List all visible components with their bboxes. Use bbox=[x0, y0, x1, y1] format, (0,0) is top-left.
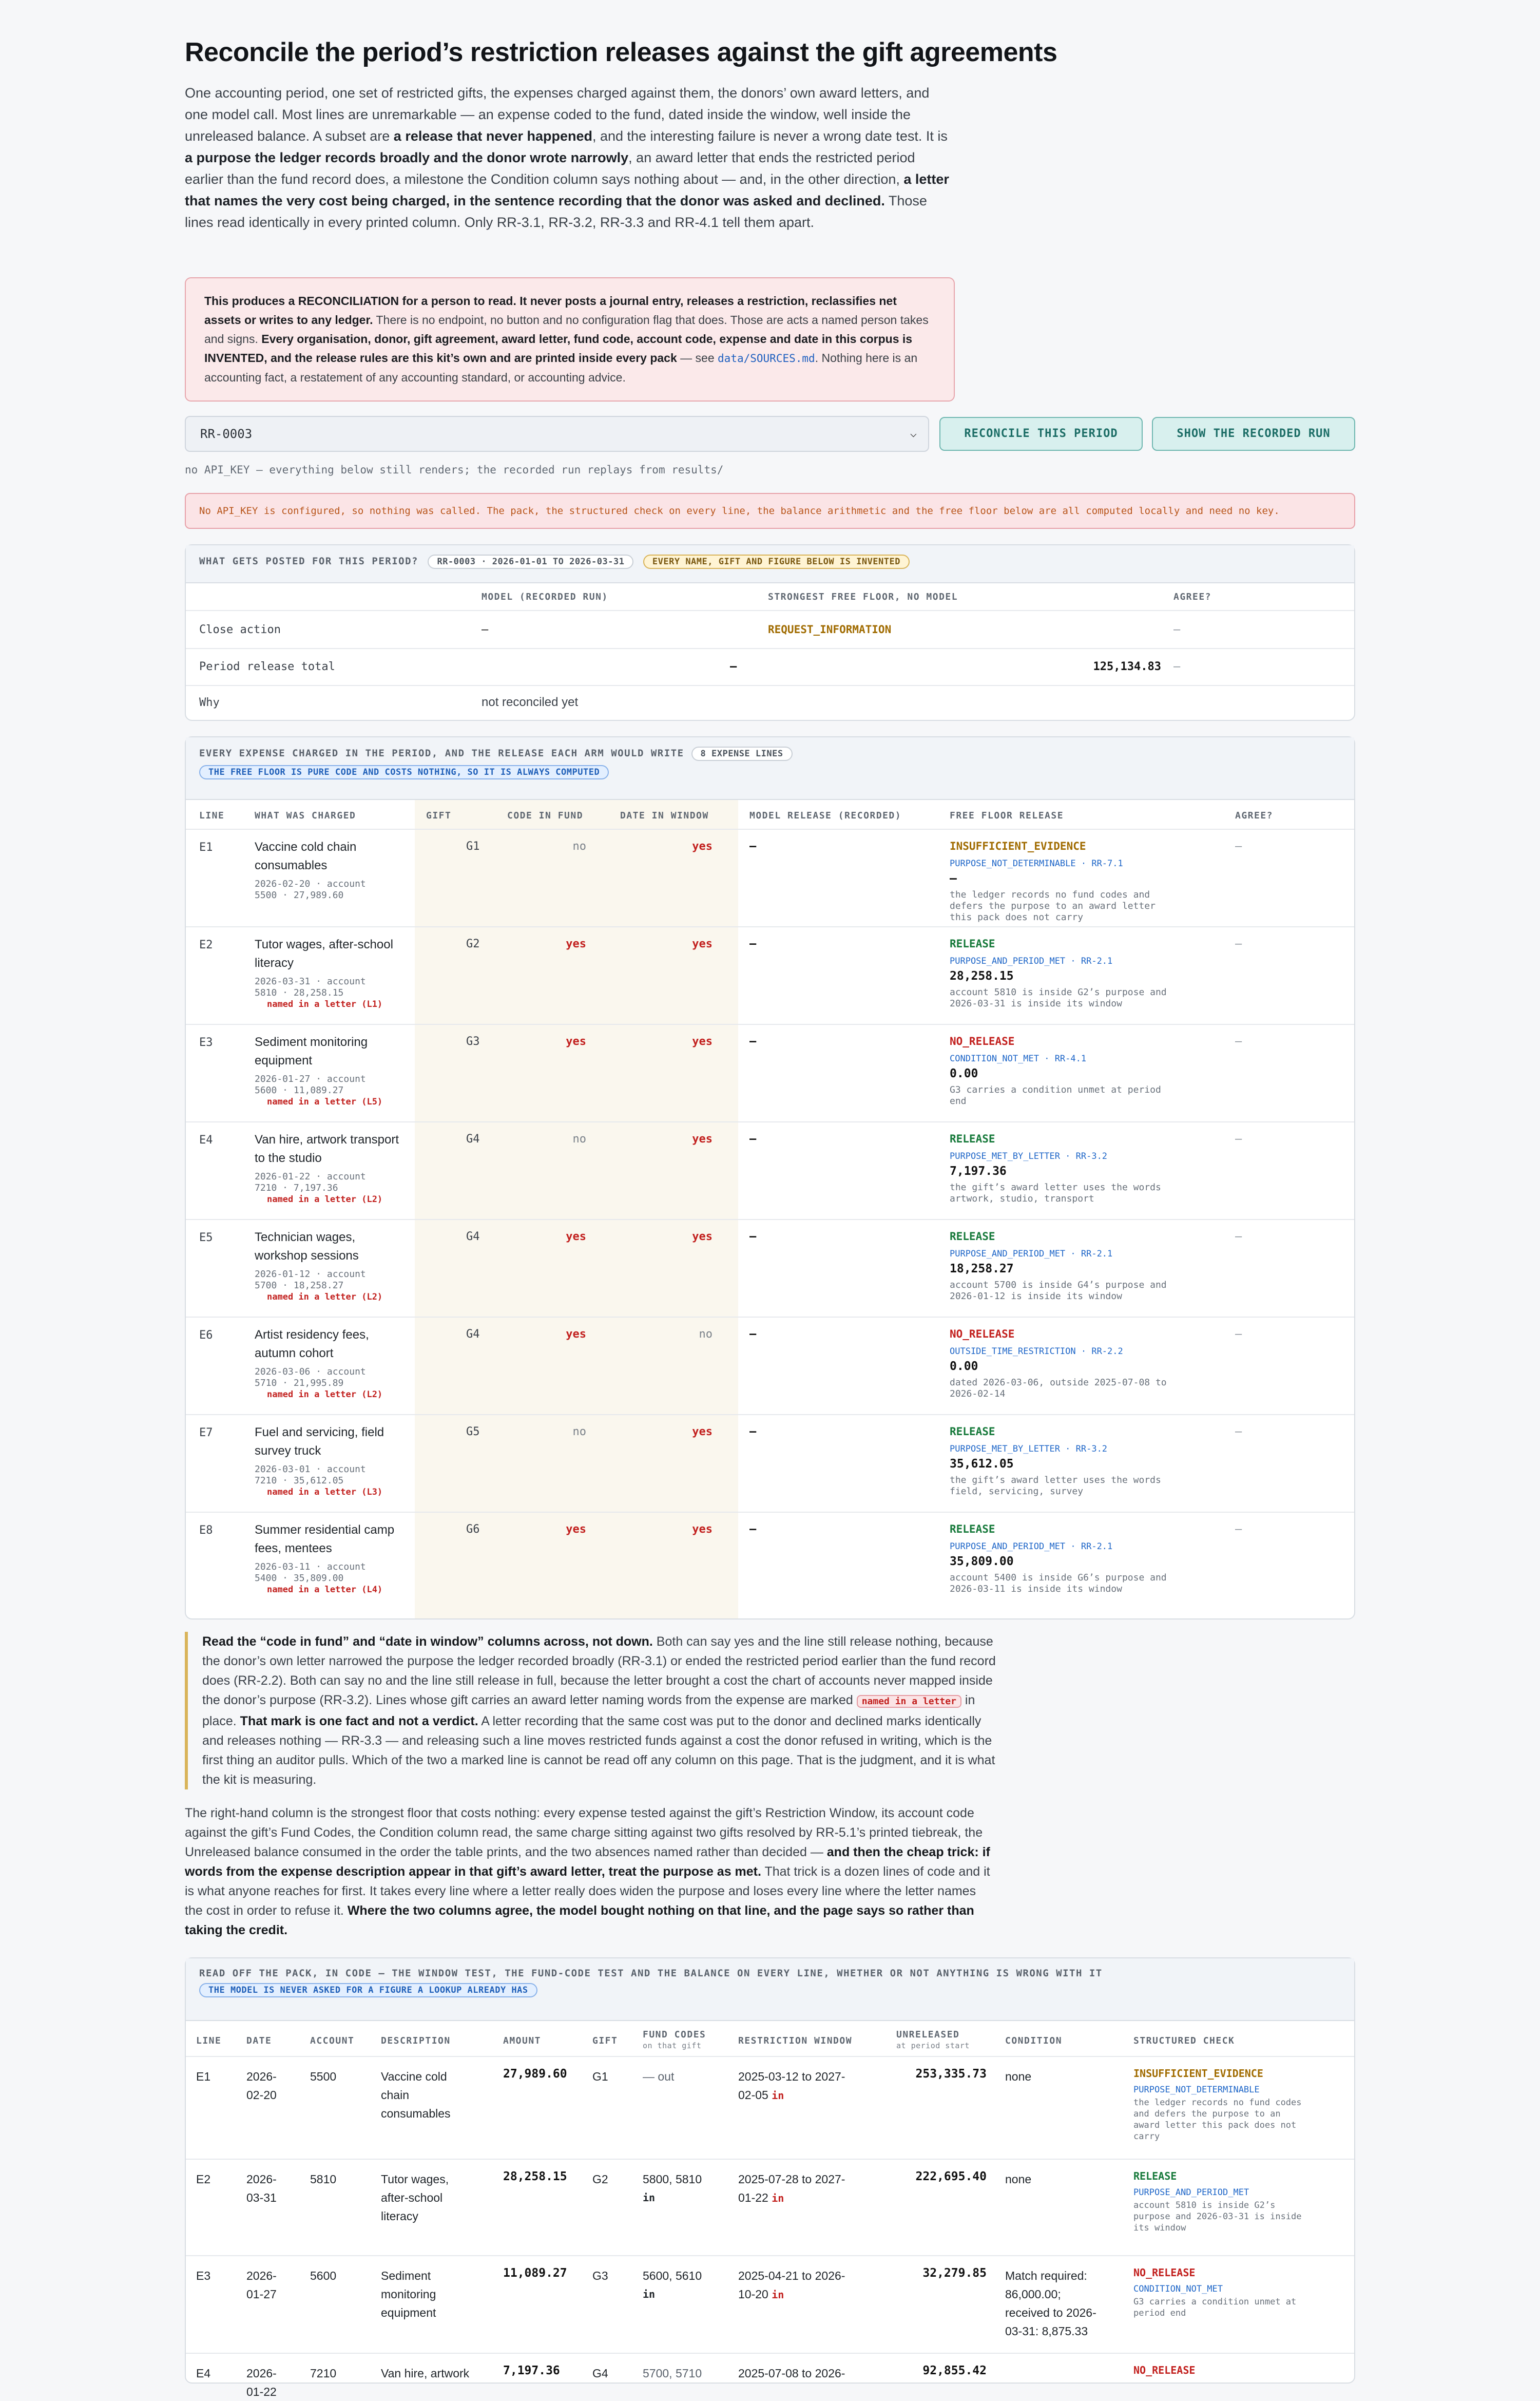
expense-description: Artist residency fees, autumn cohort bbox=[255, 1328, 369, 1360]
gift-id: G5 bbox=[466, 1425, 480, 1438]
floor-verdict: RELEASE bbox=[950, 1523, 995, 1535]
expense-meta: 7210 · 35,612.05 bbox=[255, 1475, 344, 1486]
gift-id: G3 bbox=[466, 1035, 480, 1048]
pack-account: 5500 bbox=[310, 2070, 337, 2083]
code-in-fund: no bbox=[572, 1425, 586, 1438]
expense-meta: 7210 · 7,197.36 bbox=[255, 1183, 338, 1193]
model-release: — bbox=[749, 1523, 757, 1536]
pack-gift: G4 bbox=[592, 2367, 608, 2380]
text-run: A letter recording that the same cost was put to the donor and declined marks identically and releases nothing — RR-3.3 — and releasing such a line moves restricted funds against a cost the donor refused in writing, which is the first thing an auditor pulls. Which of the two a marked line is cannot be read off any column on this page. That is the judgment, and it is what the kit is measuring. bbox=[202, 1714, 995, 1787]
gift-id: G4 bbox=[466, 1328, 480, 1341]
pack-window: 2025-07-28 to 2027- bbox=[738, 2173, 845, 2186]
floor-reason: G3 carries a condition unmet at period bbox=[950, 1084, 1161, 1095]
pack-description: Tutor wages, bbox=[381, 2173, 449, 2186]
expense-row[interactable] bbox=[186, 1513, 1354, 1610]
pack-description: monitoring bbox=[381, 2288, 436, 2301]
floor-reason: this pack does not carry bbox=[950, 912, 1084, 923]
expenses-heading: EVERY EXPENSE CHARGED IN THE PERIOD, AND THE RELEASE EACH ARM WOULD WRITE bbox=[199, 748, 684, 759]
summary-col-floor: STRONGEST FREE FLOOR, NO MODEL bbox=[768, 592, 958, 602]
exp-col-code: CODE IN FUND bbox=[507, 810, 584, 821]
floor-reason: end bbox=[950, 1096, 967, 1107]
pack-amount: 11,089.27 bbox=[503, 2266, 567, 2280]
date-in-window: yes bbox=[692, 1035, 713, 1048]
expense-meta: 5700 · 18,258.27 bbox=[255, 1280, 344, 1291]
named-in-letter-tag: named in a letter (L2) bbox=[267, 1194, 383, 1205]
exp-col-line: LINE bbox=[199, 810, 225, 821]
gift-id: G2 bbox=[466, 938, 480, 950]
floor-amount: 28,258.15 bbox=[950, 969, 1014, 983]
rule-code: PURPOSE_AND_PERIOD_MET · RR-2.1 bbox=[950, 1249, 1113, 1259]
api-key-note: no API_KEY — everything below still renders; the recorded run replays from results/ bbox=[185, 464, 724, 476]
text-run: One accounting period, one set of restricted gifts, the expenses charged against them, the donors’ own award letters, and one model call. Most lines are unremarkable — an expense coded to the fund, dated inside the window, well inside the unreleased balance. A subset are bbox=[185, 85, 930, 144]
model-release: — bbox=[749, 1230, 757, 1243]
text-run: The right-hand column is the strongest floor that costs nothing: every expense tested against the gift’s Restriction Window, its account code against the gift’s Fund Codes, the Condition column read, the same charge sitting against two gifts resolved by RR-5.1’s printed tiebreak, the Unreleased balance consumed in the order the table prints, and the two absences named rather than decided — bbox=[185, 1806, 983, 1859]
floor-reason: dated 2026-03-06, outside 2025-07-08 to bbox=[950, 1377, 1167, 1388]
date-in-window: yes bbox=[692, 1230, 713, 1243]
pack-col-amount: AMOUNT bbox=[503, 2035, 542, 2046]
bold-run: and then the cheap trick: if words from the expense description appear in that gift’s award letter, treat the purpose as met. bbox=[185, 1845, 990, 1879]
floor-reason: 2026-03-31 is inside its window bbox=[950, 998, 1122, 1009]
show-recorded-run-button[interactable]: SHOW THE RECORDED RUN bbox=[1152, 417, 1355, 451]
pack-account: 7210 bbox=[310, 2367, 337, 2380]
pack-col-unreleased: UNRELEASED at period start bbox=[896, 2029, 970, 2050]
expense-row[interactable] bbox=[186, 1318, 1354, 1415]
floor-reason: defers the purpose to an award letter bbox=[950, 901, 1156, 911]
model-release: — bbox=[749, 938, 757, 950]
summary-release-total-floor: 125,134.83 bbox=[1093, 660, 1161, 673]
pack-condition: Match required: bbox=[1005, 2269, 1087, 2282]
pack-gift: G3 bbox=[592, 2269, 608, 2282]
named-in-letter-tag: named in a letter (L4) bbox=[267, 1585, 383, 1595]
summary-row-model: — bbox=[730, 660, 737, 673]
pack-description: Vaccine cold bbox=[381, 2070, 447, 2083]
free-floor-pill: THE FREE FLOOR IS PURE CODE AND COSTS NOTHING, SO IT IS ALWAYS COMPUTED bbox=[199, 765, 609, 779]
summary-header bbox=[186, 545, 1354, 583]
floor-reason: the gift’s award letter uses the words bbox=[950, 1475, 1161, 1485]
pack-fund-codes: — out bbox=[643, 2070, 675, 2083]
summary-row-agree: — bbox=[1173, 623, 1181, 636]
pack-date: 03-31 bbox=[246, 2191, 277, 2204]
code-in-fund: yes bbox=[566, 1328, 586, 1341]
controls-bar bbox=[185, 416, 1355, 452]
floor-reason: account 5700 is inside G4’s purpose and bbox=[950, 1280, 1167, 1290]
agree-value: — bbox=[1235, 938, 1242, 950]
pack-line-id: E1 bbox=[196, 2070, 211, 2083]
pack-unreleased: 222,695.40 bbox=[915, 2170, 987, 2183]
named-in-letter-tag: named in a letter (L2) bbox=[267, 1292, 383, 1302]
pack-panel bbox=[185, 1957, 1355, 2398]
pack-heading: READ OFF THE PACK, IN CODE — THE WINDOW TEST, THE FUND-CODE TEST AND THE BALANCE ON EVERY LINE, WHETHER OR NOT ANYTHING IS WRONG WITH IT bbox=[199, 1968, 1103, 1979]
date-in-window: yes bbox=[692, 1425, 713, 1438]
floor-verdict: RELEASE bbox=[950, 1230, 995, 1243]
bold-run: Read the “code in fund” and “date in window” columns across, not down. bbox=[202, 1634, 653, 1649]
intro-paragraph bbox=[185, 82, 955, 233]
bold-run: Where the two columns agree, the model bought nothing on that line, and the page says so rather than taking the credit. bbox=[185, 1903, 974, 1937]
structured-verdict: INSUFFICIENT_EVIDENCE bbox=[1133, 2067, 1263, 2080]
named-in-letter-chip: named in a letter bbox=[857, 1695, 961, 1708]
structured-reason: purpose and 2026-03-31 is inside bbox=[1133, 2212, 1302, 2222]
pack-description: literacy bbox=[381, 2209, 418, 2223]
expense-row[interactable] bbox=[186, 1220, 1354, 1318]
pack-gift: G2 bbox=[592, 2173, 608, 2186]
exp-col-date: DATE IN WINDOW bbox=[620, 810, 709, 821]
structured-verdict: RELEASE bbox=[1133, 2170, 1177, 2182]
model-release: — bbox=[749, 1133, 757, 1146]
expense-meta: 5810 · 28,258.15 bbox=[255, 987, 344, 998]
named-in-letter-tag: named in a letter (L5) bbox=[267, 1097, 383, 1107]
rule-code: OUTSIDE_TIME_RESTRICTION · RR-2.2 bbox=[950, 1346, 1123, 1357]
structured-reason: G3 carries a condition unmet at bbox=[1133, 2297, 1297, 2307]
pack-window: 2025-03-12 to 2027- bbox=[738, 2070, 845, 2083]
pack-col-line: LINE bbox=[196, 2035, 222, 2046]
pack-select[interactable] bbox=[185, 416, 929, 452]
line-id: E6 bbox=[199, 1329, 213, 1342]
floor-verdict: NO_RELEASE bbox=[950, 1035, 1015, 1047]
expense-meta: 2026-03-01 · account bbox=[255, 1464, 366, 1475]
text-run: , an award letter that ends the restricted period earlier than the fund record does, a milestone the Condition column says nothing about — and, in the other direction, bbox=[185, 150, 915, 187]
named-in-letter-tag: named in a letter (L1) bbox=[267, 999, 383, 1009]
expense-meta: 2026-03-11 · account bbox=[255, 1561, 366, 1572]
summary-row-agree: — bbox=[1173, 660, 1181, 673]
pack-fund-codes: 5700, 5710 bbox=[643, 2367, 702, 2380]
pack-window bbox=[738, 2086, 784, 2105]
exp-col-floor: FREE FLOOR RELEASE bbox=[950, 810, 1064, 821]
code-in-fund: no bbox=[572, 840, 586, 853]
expense-meta: 5710 · 21,995.89 bbox=[255, 1378, 344, 1388]
chevron-down-icon: ⌵ bbox=[910, 427, 917, 440]
pack-unreleased: 32,279.85 bbox=[922, 2266, 987, 2280]
floor-amount: 18,258.27 bbox=[950, 1262, 1014, 1275]
text-run: Both can say yes and the line still release nothing, because the donor’s own letter narrowed the purpose the ledger recorded broadly (RR-3.1) or ended the restricted period earlier than the fund record does (RR-2.2). Both can say no and the line still release in full, because the letter brought a cost the chart of accounts never mapped inside the donor’s purpose (RR-3.2). Lines whose gift carries an award letter naming words from the expense are marked bbox=[202, 1634, 996, 1707]
summary-col-model: MODEL (RECORDED RUN) bbox=[482, 592, 608, 602]
floor-reason: field, servicing, survey bbox=[950, 1486, 1084, 1497]
line-id: E4 bbox=[199, 1134, 213, 1147]
floor-amount: 0.00 bbox=[950, 1360, 978, 1373]
expense-meta: 5500 · 27,989.60 bbox=[255, 890, 344, 901]
pack-col-description: DESCRIPTION bbox=[381, 2035, 451, 2046]
pack-description: equipment bbox=[381, 2306, 436, 2319]
expense-description: Fuel and servicing, field survey truck bbox=[255, 1425, 384, 1458]
pack-window bbox=[738, 2285, 784, 2304]
pack-line-id: E4 bbox=[196, 2367, 211, 2380]
commentary-free-floor bbox=[185, 1803, 996, 1940]
expense-row[interactable] bbox=[186, 1122, 1354, 1220]
structured-verdict: NO_RELEASE bbox=[1133, 2266, 1196, 2279]
gift-id: G1 bbox=[466, 840, 480, 853]
warning-text-1: There is no endpoint, no button and no configuration flag that does. Those are acts a named person takes and signs. bbox=[204, 313, 929, 346]
pack-fund-codes: 5600, 5610 bbox=[643, 2269, 702, 2282]
floor-verdict: RELEASE bbox=[950, 1425, 995, 1438]
pack-date: 02-20 bbox=[246, 2088, 277, 2102]
summary-col-agree: AGREE? bbox=[1173, 592, 1212, 602]
date-in-window: no bbox=[699, 1328, 713, 1341]
floor-verdict: RELEASE bbox=[950, 1133, 995, 1145]
exp-col-model: MODEL RELEASE (RECORDED) bbox=[749, 810, 902, 821]
floor-verdict: INSUFFICIENT_EVIDENCE bbox=[950, 840, 1086, 852]
gift-id: G4 bbox=[466, 1230, 480, 1243]
in-marker: in bbox=[643, 2192, 656, 2204]
expense-description: Technician wages, workshop sessions bbox=[255, 1230, 359, 1263]
summary-row-label: Close action bbox=[199, 623, 281, 636]
bold-run: a purpose the ledger records broadly and the donor wrote narrowly bbox=[185, 150, 629, 165]
pack-window: 2025-07-08 to 2026- bbox=[738, 2367, 845, 2380]
gift-id: G6 bbox=[466, 1523, 480, 1536]
summary-why-model: not reconciled yet bbox=[482, 695, 579, 709]
line-id: E7 bbox=[199, 1426, 213, 1439]
pack-account: 5600 bbox=[310, 2269, 337, 2282]
pack-description: Sediment bbox=[381, 2269, 431, 2282]
pack-description: chain bbox=[381, 2088, 409, 2102]
summary-row-label: Period release total bbox=[199, 660, 335, 673]
code-in-fund: no bbox=[572, 1133, 586, 1146]
pack-amount: 28,258.15 bbox=[503, 2170, 567, 2183]
bold-run: That mark is one fact and not a verdict. bbox=[240, 1714, 478, 1728]
expense-description: Vaccine cold chain consumables bbox=[255, 840, 357, 872]
floor-amount: — bbox=[950, 872, 957, 885]
bold-run: a letter that names the very cost being charged, in the sentence recording that the donor was asked and declined. bbox=[185, 172, 949, 208]
model-release: — bbox=[749, 1425, 757, 1438]
expense-meta: 2026-01-27 · account bbox=[255, 1074, 366, 1084]
expense-meta: 5600 · 11,089.27 bbox=[255, 1085, 344, 1096]
pack-select-value: RR-0003 bbox=[200, 427, 253, 441]
floor-reason: the gift’s award letter uses the words bbox=[950, 1182, 1161, 1193]
warning-bold-1: This produces a RECONCILIATION for a person to read. It never posts a journal entry, releases a restriction, reclassifies net assets or writes to any ledger. bbox=[204, 294, 897, 327]
structured-reason: award letter this pack does not bbox=[1133, 2120, 1297, 2130]
expense-description: Sediment monitoring equipment bbox=[255, 1035, 368, 1068]
window-end: 02-05 bbox=[738, 2088, 768, 2102]
structured-reason: period end bbox=[1133, 2308, 1186, 2318]
model-release: — bbox=[749, 1035, 757, 1048]
summary-row-model: — bbox=[482, 623, 489, 636]
bold-run: a release that never happened bbox=[393, 128, 592, 144]
expense-row[interactable] bbox=[186, 1025, 1354, 1122]
summary-row-label: Why bbox=[199, 696, 220, 709]
floor-verdict: NO_RELEASE bbox=[950, 1328, 1015, 1340]
error-banner: No API_KEY is configured, so nothing was called. The pack, the structured check on every line, the balance arithmetic and the free floor below are all computed locally and need no key. bbox=[185, 493, 1355, 529]
code-in-fund: yes bbox=[566, 1230, 586, 1243]
pack-col-check: STRUCTURED CHECK bbox=[1133, 2035, 1235, 2046]
rule-code: PURPOSE_MET_BY_LETTER · RR-3.2 bbox=[950, 1151, 1108, 1161]
page-title: Reconcile the period’s restriction releases against the gift agreements bbox=[185, 37, 1057, 67]
pack-date: 2026- bbox=[246, 2070, 277, 2083]
expense-count-pill: 8 EXPENSE LINES bbox=[691, 747, 793, 761]
floor-reason: the ledger records no fund codes and bbox=[950, 889, 1150, 900]
pack-window: 2025-04-21 to 2026- bbox=[738, 2269, 845, 2282]
pack-line-id: E2 bbox=[196, 2173, 211, 2186]
date-in-window: yes bbox=[692, 938, 713, 950]
in-marker: in bbox=[772, 2089, 784, 2102]
structured-rule: PURPOSE_NOT_DETERMINABLE bbox=[1133, 2085, 1260, 2095]
agree-value: — bbox=[1235, 1328, 1242, 1341]
pack-date: 2026- bbox=[246, 2173, 277, 2186]
window-end: 01-22 bbox=[738, 2191, 768, 2204]
floor-reason: 2026-03-11 is inside its window bbox=[950, 1584, 1122, 1594]
expense-row[interactable] bbox=[186, 830, 1354, 927]
warning-bold-2: Every organisation, donor, gift agreement, award letter, fund code, account code, expense and date in this corpus is INVENTED, and the release rules are this kit’s own and are printed inside every pack bbox=[204, 332, 913, 365]
structured-reason: carry bbox=[1133, 2131, 1160, 2142]
line-id: E2 bbox=[199, 939, 213, 951]
expense-meta: 2026-01-12 · account bbox=[255, 1269, 366, 1280]
expense-description: Van hire, artwork transport to the studio bbox=[255, 1133, 399, 1165]
code-in-fund: yes bbox=[566, 1035, 586, 1048]
pack-window bbox=[738, 2188, 784, 2207]
window-end: 10-20 bbox=[738, 2288, 768, 2301]
date-in-window: yes bbox=[692, 840, 713, 853]
line-id: E3 bbox=[199, 1036, 213, 1049]
pack-row[interactable] bbox=[186, 2354, 1354, 2398]
expense-description: Tutor wages, after-school literacy bbox=[255, 938, 393, 970]
commentary-columns bbox=[185, 1632, 1003, 1789]
pack-condition: 03-31: 8,875.33 bbox=[1005, 2324, 1088, 2338]
pack-col-account: ACCOUNT bbox=[310, 2035, 355, 2046]
pack-col-codes: FUND CODES on that gift bbox=[643, 2029, 706, 2050]
pack-header bbox=[186, 1958, 1354, 2021]
expense-meta: 2026-03-31 · account bbox=[255, 976, 366, 987]
structured-verdict: NO_RELEASE bbox=[1133, 2364, 1196, 2376]
structured-rule: PURPOSE_AND_PERIOD_MET bbox=[1133, 2187, 1249, 2198]
pack-description: consumables bbox=[381, 2107, 451, 2120]
pack-line-id: E3 bbox=[196, 2269, 211, 2282]
agree-value: — bbox=[1235, 1230, 1242, 1243]
sources-link[interactable]: data/SOURCES.md bbox=[718, 352, 815, 365]
floor-reason: 2026-01-12 is inside its window bbox=[950, 1291, 1122, 1302]
summary-heading: WHAT GETS POSTED FOR THIS PERIOD? bbox=[199, 556, 418, 567]
expenses-panel bbox=[185, 736, 1355, 1619]
rule-code: PURPOSE_AND_PERIOD_MET · RR-2.1 bbox=[950, 956, 1113, 966]
agree-value: — bbox=[1235, 1035, 1242, 1048]
floor-reason: account 5810 is inside G2’s purpose and bbox=[950, 987, 1167, 998]
named-in-letter-tag: named in a letter (L3) bbox=[267, 1487, 383, 1497]
expense-row[interactable] bbox=[186, 927, 1354, 1025]
pack-row[interactable] bbox=[186, 2160, 1354, 2256]
invented-pill: EVERY NAME, GIFT AND FIGURE BELOW IS INVENTED bbox=[643, 555, 910, 569]
pack-amount: 27,989.60 bbox=[503, 2067, 567, 2081]
expense-row[interactable] bbox=[186, 1415, 1354, 1513]
expense-meta: 2026-03-06 · account bbox=[255, 1366, 366, 1377]
rule-code: PURPOSE_NOT_DETERMINABLE · RR-7.1 bbox=[950, 859, 1123, 869]
text-run: , and the interesting failure is never a wrong date test. It is bbox=[592, 128, 948, 144]
pack-row[interactable] bbox=[186, 2057, 1354, 2160]
summary-close-action-floor: REQUEST_INFORMATION bbox=[768, 623, 892, 636]
floor-amount: 0.00 bbox=[950, 1067, 978, 1080]
pack-unreleased: 253,335.73 bbox=[915, 2067, 987, 2081]
named-in-letter-tag: named in a letter (L2) bbox=[267, 1389, 383, 1400]
pack-col-window: RESTRICTION WINDOW bbox=[738, 2035, 853, 2046]
pack-date: 01-22 bbox=[246, 2385, 277, 2398]
gift-id: G4 bbox=[466, 1133, 480, 1146]
structured-reason: the ledger records no fund codes bbox=[1133, 2098, 1302, 2108]
model-release: — bbox=[749, 1328, 757, 1341]
floor-reason: 2026-02-14 bbox=[950, 1388, 1006, 1399]
pack-amount: 7,197.36 bbox=[503, 2364, 560, 2377]
floor-amount: 7,197.36 bbox=[950, 1165, 1007, 1178]
pack-gift: G1 bbox=[592, 2070, 608, 2083]
structured-reason: its window bbox=[1133, 2223, 1186, 2233]
pack-fund-codes: 5800, 5810 bbox=[643, 2173, 702, 2186]
pack-date: 2026- bbox=[246, 2269, 277, 2282]
agree-value: — bbox=[1235, 1133, 1242, 1146]
warning-text-2: — see bbox=[677, 351, 718, 365]
expense-meta: 2026-02-20 · account bbox=[255, 879, 366, 889]
never-asked-pill: THE MODEL IS NEVER ASKED FOR A FIGURE A LOOKUP ALREADY HAS bbox=[199, 1983, 537, 1997]
agree-value: — bbox=[1235, 1523, 1242, 1536]
pack-description: after-school bbox=[381, 2191, 443, 2204]
exp-col-gift: GIFT bbox=[426, 810, 452, 821]
text-run: in place. bbox=[202, 1693, 975, 1728]
pack-condition: none bbox=[1005, 2173, 1032, 2186]
pack-col-condition: CONDITION bbox=[1005, 2035, 1063, 2046]
rule-code: PURPOSE_MET_BY_LETTER · RR-3.2 bbox=[950, 1444, 1108, 1454]
pack-date: 2026- bbox=[246, 2367, 277, 2380]
period-pill: RR-0003 · 2026-01-01 TO 2026-03-31 bbox=[428, 555, 633, 569]
expense-meta: 2026-01-22 · account bbox=[255, 1171, 366, 1182]
rule-code: PURPOSE_AND_PERIOD_MET · RR-2.1 bbox=[950, 1541, 1113, 1552]
pack-date: 01-27 bbox=[246, 2288, 277, 2301]
date-in-window: yes bbox=[692, 1133, 713, 1146]
in-marker: in bbox=[643, 2288, 656, 2300]
pack-description: Van hire, artwork bbox=[381, 2367, 470, 2380]
reconcile-button[interactable]: RECONCILE THIS PERIOD bbox=[939, 417, 1143, 451]
pack-condition: received to 2026- bbox=[1005, 2306, 1096, 2319]
floor-reason: artwork, studio, transport bbox=[950, 1193, 1094, 1204]
structured-rule: CONDITION_NOT_MET bbox=[1133, 2284, 1223, 2294]
rule-code: CONDITION_NOT_MET · RR-4.1 bbox=[950, 1054, 1087, 1064]
pack-condition: 86,000.00; bbox=[1005, 2288, 1061, 2301]
summary-panel bbox=[185, 544, 1355, 721]
floor-reason: account 5400 is inside G6’s purpose and bbox=[950, 1572, 1167, 1583]
text-run: Those lines read identically in every printed column. Only RR-3.1, RR-3.2, RR-3.3 and RR-4.1 tell them apart. bbox=[185, 193, 927, 230]
pack-row[interactable] bbox=[186, 2256, 1354, 2354]
agree-value: — bbox=[1235, 1425, 1242, 1438]
floor-amount: 35,809.00 bbox=[950, 1555, 1014, 1568]
line-id: E5 bbox=[199, 1231, 213, 1244]
expense-meta: 5400 · 35,809.00 bbox=[255, 1573, 344, 1584]
model-release: — bbox=[749, 840, 757, 853]
exp-col-agree: AGREE? bbox=[1235, 810, 1274, 821]
warning-box bbox=[185, 277, 955, 402]
warning-text-3: . Nothing here is an accounting fact, a restatement of any accounting standard, or accounting advice. bbox=[204, 351, 918, 384]
pack-unreleased: 92,855.42 bbox=[922, 2364, 987, 2377]
pack-col-gift: GIFT bbox=[592, 2035, 618, 2046]
pack-account: 5810 bbox=[310, 2173, 337, 2186]
structured-reason: account 5810 is inside G2’s bbox=[1133, 2200, 1276, 2211]
pack-condition: none bbox=[1005, 2070, 1032, 2083]
date-in-window: yes bbox=[692, 1523, 713, 1536]
in-marker: in bbox=[772, 2289, 784, 2301]
line-id: E1 bbox=[199, 841, 213, 854]
floor-amount: 35,612.05 bbox=[950, 1457, 1014, 1471]
expenses-header bbox=[186, 737, 1354, 800]
agree-value: — bbox=[1235, 840, 1242, 853]
in-marker: in bbox=[772, 2192, 784, 2204]
pack-col-date: DATE bbox=[246, 2035, 272, 2046]
expense-description: Summer residential camp fees, mentees bbox=[255, 1523, 395, 1555]
code-in-fund: yes bbox=[566, 1523, 586, 1536]
structured-reason: and defers the purpose to an bbox=[1133, 2109, 1281, 2119]
exp-col-charged: WHAT WAS CHARGED bbox=[255, 810, 356, 821]
line-id: E8 bbox=[199, 1524, 213, 1537]
code-in-fund: yes bbox=[566, 938, 586, 950]
floor-verdict: RELEASE bbox=[950, 938, 995, 950]
text-run: That trick is a dozen lines of code and it is what anyone reaches for first. It takes every line where a letter really does widen the purpose and loses every line where the letter names the cost in order to refuse it. bbox=[185, 1864, 990, 1918]
